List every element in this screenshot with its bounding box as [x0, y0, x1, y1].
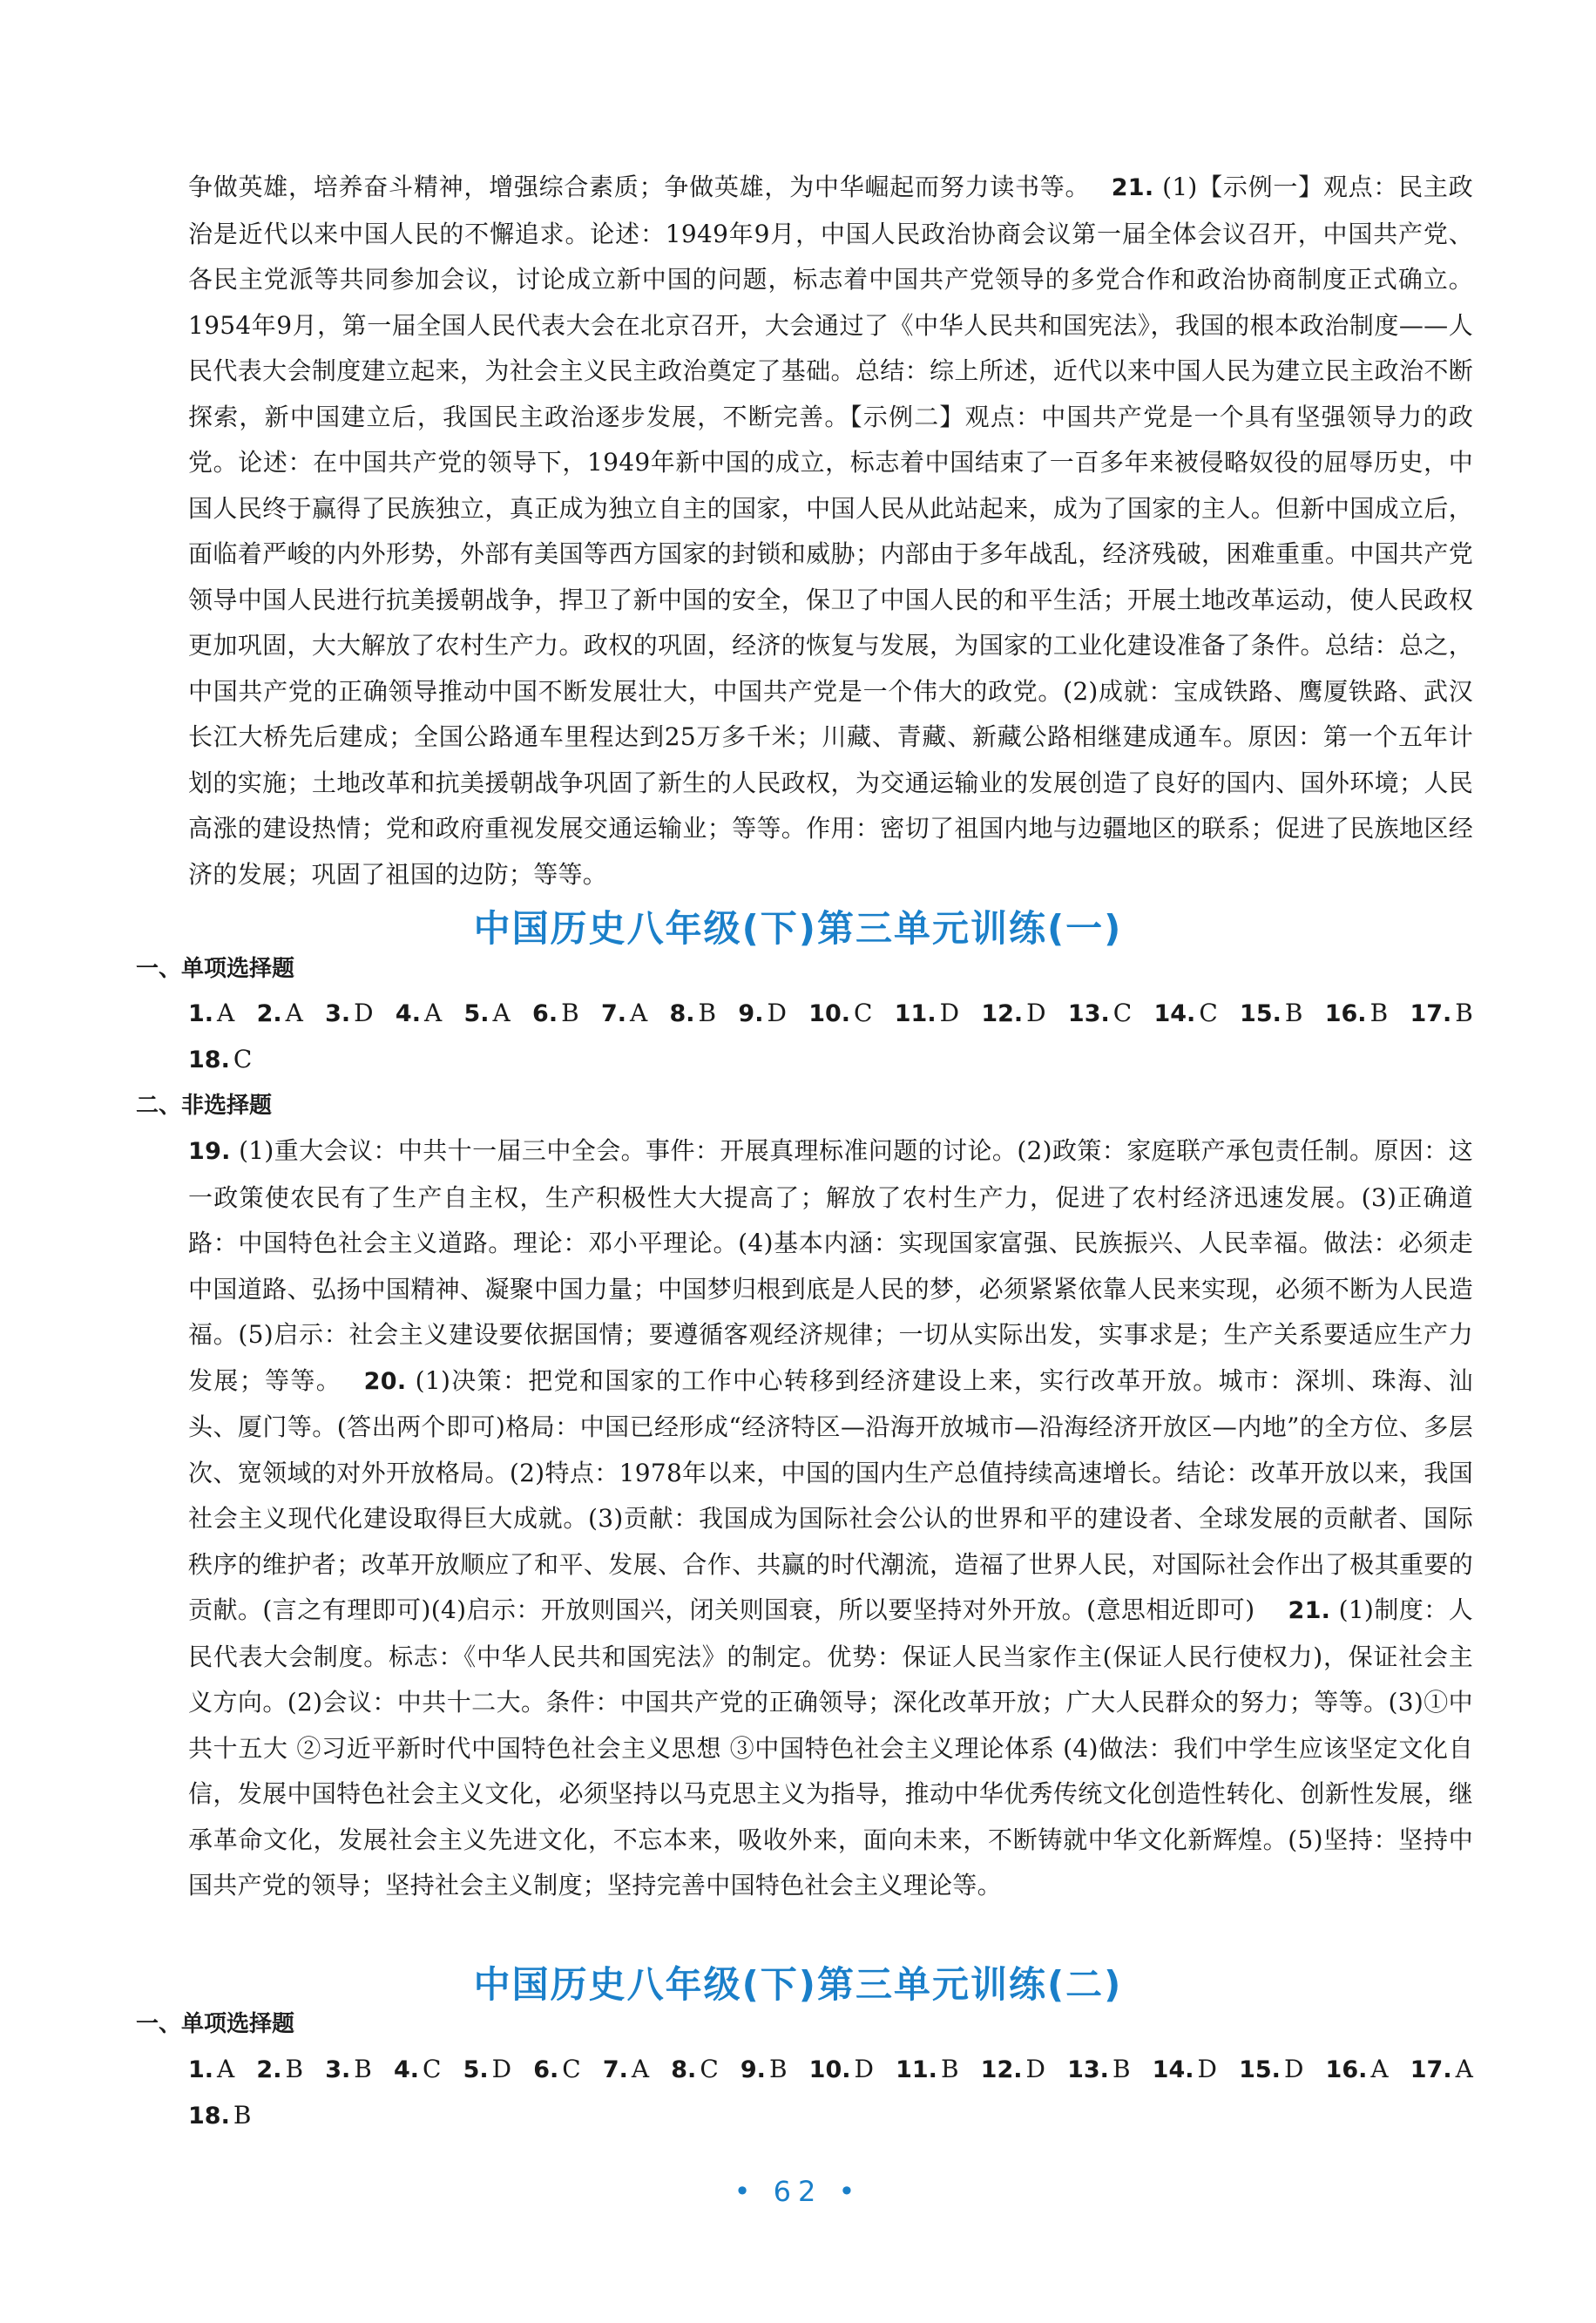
- question-number: 2.: [256, 2056, 282, 2083]
- answer-choice: A: [423, 999, 443, 1027]
- mc-answer-item: [533, 2052, 580, 2088]
- continuation-answer-block: [188, 165, 1473, 897]
- mc-answer-item: [188, 996, 234, 1032]
- section-title: 中国历史八年级(下)第三单元训练(二): [473, 1963, 1123, 2006]
- section-title: 中国历史八年级(下)第三单元训练(一): [473, 907, 1123, 950]
- page-number: • 62 •: [734, 2175, 862, 2208]
- answer-text: 争做英雄，培养奋斗精神，增强综合素质；争做英雄，为中华崛起而努力读书等。: [188, 173, 1079, 201]
- answer-choice: D: [1283, 2055, 1304, 2083]
- answer-choice: A: [629, 999, 648, 1027]
- answer-choice: B: [561, 999, 579, 1027]
- answer-choice: A: [631, 2055, 650, 2083]
- answer-choice: D: [1197, 2055, 1217, 2083]
- question-number: 12.: [981, 1000, 1024, 1027]
- mc-answer-item: [741, 2052, 788, 2088]
- mc-answer-item: [671, 2052, 718, 2088]
- question-number: 4.: [393, 2056, 419, 2083]
- multiple-choice-answer-continued: [188, 2098, 251, 2134]
- mc-answer-item: [981, 996, 1045, 1032]
- answer-text: (1)【示例一】观点：民主政治是近代以来中国人民的不懈追求。论述：1949年9月，中国人民政治协商会议第一届全体会议召开，中国共产党、各民主党派等共同参加会议，讨论成立新中国的问题，标志着中国共产党领导的多党合作和政治协商制度正式确立。1954年9月，第一届全国人民代表大会在北京召开，大会通过了《中华人民共和国宪法》，我国的根本政治制度——人民代表大会制度建立起来，为社会主义民主政治奠定了基础。总结：综上所述，近代以来中国人民为建立民主政治不断探索，新中国建立后，我国民主政治逐步发展，不断完善。【示例二】观点：中国共产党是一个具有坚强领导力的政党。论述：在中国共产党的领导下，1949年新中国的成立，标志着中国结束了一百多年来被侵略奴役的屈辱历史，中国人民终于赢得了民族独立，真正成为独立自主的国家，中国人民从此站起来，成为了国家的主人。但新中国成立后，面临着严峻的内外形势，外部有美国等西方国家的封锁和威胁；内部由于多年战乱，经济残破，困难重重。中国共产党领导中国人民进行抗美援朝战争，捍卫了新中国的安全，保卫了中国人民的和平生活；开展土地改革运动，使人民政权更加巩固，大大解放了农村生产力。政权的巩固，经济的恢复与发展，为国家的工业化建设准备了条件。总结：总之，中国共产党的正确领导推动中国不断发展壮大，中国共产党是一个伟大的政党。(2)成就：宝成铁路、鹰厦铁路、武汉长江大桥先后建成；全国公路通车里程达到25万多千米；川藏、青藏、新藏公路相继建成通车。原因：第一个五年计划的实施；土地改革和抗美援朝战争巩固了新生的人民政权，为交通运输业的发展创造了良好的国内、国外环境；人民高涨的建设热情；党和政府重视发展交通运输业；等等。作用：密切了祖国内地与边疆地区的联系；促进了民族地区经济的发展；巩固了祖国的边防；等等。: [188, 173, 1473, 889]
- answer-choice: B: [1369, 999, 1389, 1027]
- question-number: 11.: [894, 1000, 937, 1027]
- question-number: 2.: [256, 1000, 282, 1027]
- mc-answer-item: [1326, 2052, 1389, 2088]
- answer-choice: D: [1025, 2055, 1045, 2083]
- answer-choice: B: [1284, 999, 1303, 1027]
- question-number: 15.: [1240, 1000, 1282, 1027]
- question-number: 19.: [188, 1138, 231, 1165]
- question-number: 1.: [188, 1000, 214, 1027]
- mc-answer-item: [188, 2052, 234, 2088]
- mc-answer-item: [463, 2052, 512, 2088]
- multiple-choice-answers: [188, 996, 1473, 1032]
- answer-choice: D: [354, 999, 374, 1027]
- answer-choice: C: [1199, 999, 1218, 1027]
- answer-choice: D: [1026, 999, 1046, 1027]
- question-number: 10.: [808, 1000, 851, 1027]
- question-number: 4.: [395, 1000, 421, 1027]
- answer-choice: A: [217, 2055, 235, 2083]
- mc-answer-item: [532, 996, 579, 1032]
- mc-answer-item: [981, 2052, 1045, 2088]
- question-number: 3.: [325, 1000, 351, 1027]
- question-number: 21.: [1111, 174, 1154, 201]
- answer-choice: B: [1455, 999, 1473, 1027]
- multiple-choice-answer-continued: [188, 1042, 252, 1078]
- mc-answer-item: [1410, 996, 1472, 1032]
- mc-answer-item: [1410, 2052, 1473, 2088]
- multiple-choice-answers: [188, 2052, 1473, 2088]
- answer-choice: A: [1455, 2055, 1473, 2083]
- mc-answer-item: [1240, 996, 1302, 1032]
- answer-choice: C: [423, 2055, 442, 2083]
- question-number: 7.: [600, 1000, 626, 1027]
- question-number: 12.: [980, 2056, 1023, 2083]
- section-subheading: 二、非选择题: [136, 1093, 273, 1119]
- question-number: 5.: [463, 2056, 489, 2083]
- answer-choice: B: [285, 2055, 304, 2083]
- answer-choice: A: [217, 999, 235, 1027]
- mc-answer-item: [670, 996, 717, 1032]
- question-number: 11.: [896, 2056, 937, 2083]
- mc-answer-item: [1239, 2052, 1303, 2088]
- answer-text: (1)重大会议：中共十一届三中全会。事件：开展真理标准问题的讨论。(2)政策：家庭联产承包责任制。原因：这一政策使农民有了生产自主权，生产积极性大大提高了；解放了农村生产力，促进了农村经济迅速发展。(3)正确道路：中国特色社会主义道路。理论：邓小平理论。(4)基本内涵：实现国家富强、民族振兴、人民幸福。做法：必须走中国道路、弘扬中国精神、凝聚中国力量；中国梦归根到底是人民的梦，必须紧紧依靠人民来实现，必须不断为人民造福。(5)启示：社会主义建设要依据国情；要遵循客观经济规律；一切从实际出发，实事求是；生产关系要适应生产力发展；等等。: [188, 1136, 1474, 1395]
- question-number: 18.: [188, 2103, 230, 2130]
- question-number: 8.: [669, 1000, 695, 1027]
- question-number: 9.: [740, 2056, 766, 2083]
- question-number: 6.: [532, 1000, 558, 1027]
- question-number: 13.: [1067, 1000, 1110, 1027]
- non-choice-answer-block: [188, 1128, 1473, 1909]
- answer-choice: B: [940, 2055, 959, 2083]
- answer-choice: B: [698, 999, 717, 1027]
- question-number: 9.: [738, 1000, 764, 1027]
- question-number: 16.: [1324, 1000, 1367, 1027]
- question-number: 13.: [1067, 2056, 1109, 2083]
- question-number: 20.: [363, 1367, 407, 1395]
- question-number: 18.: [188, 1046, 230, 1073]
- answer-choice: A: [1370, 2055, 1389, 2083]
- question-number: 8.: [671, 2056, 697, 2083]
- mc-answer-item: [601, 996, 647, 1032]
- question-number: 14.: [1153, 1000, 1196, 1027]
- question-number: 21.: [1288, 1597, 1331, 1624]
- mc-answer-item: [895, 996, 959, 1032]
- question-number: 3.: [325, 2056, 351, 2083]
- mc-answer-item: [1068, 996, 1132, 1032]
- mc-answer-item: [325, 996, 374, 1032]
- answer-choice: B: [1112, 2055, 1131, 2083]
- mc-answer-item: [396, 996, 442, 1032]
- answer-choice: B: [354, 2055, 372, 2083]
- question-number: 1.: [188, 2056, 214, 2083]
- answer-choice: C: [700, 2055, 719, 2083]
- answer-choice: C: [854, 999, 873, 1027]
- answer-choice: B: [768, 2055, 788, 2083]
- answer-choice: D: [854, 2055, 874, 2083]
- mc-answer-item: [808, 996, 872, 1032]
- answer-choice: D: [939, 999, 960, 1027]
- answer-choice: B: [233, 2101, 252, 2130]
- mc-answer-item: [1153, 996, 1217, 1032]
- question-number: 5.: [463, 1000, 490, 1027]
- question-number: 17.: [1410, 1000, 1452, 1027]
- mc-answer-item: [256, 2052, 303, 2088]
- mc-answer-item: [896, 2052, 958, 2088]
- mc-answer-item: [257, 996, 303, 1032]
- mc-answer-item: [1153, 2052, 1217, 2088]
- mc-answer-item: [1067, 2052, 1130, 2088]
- answer-choice: C: [233, 1045, 253, 1073]
- answer-text: (1)制度：人民代表大会制度。标志：《中华人民共和国宪法》的制定。优势：保证人民当家作主(保证人民行使权力)，保证社会主义方向。(2)会议：中共十二大。条件：中国共产党的正确领导；深化改革开放；广大人民群众的努力；等等。(3)①中共十五大 ②习近平新时代中国特色社会主义思想 ③中国特色社会主义理论体系 (4)做法：我们中学生应该坚定文化自信，发展中国特色社会主义文化，必须坚持以马克思主义为指导，推动中华优秀传统文化创造性转化、创新性发展，继承革命文化，发展社会主义先进文化，不忘本来，吸收外来，面向未来，不断铸就中华文化新辉煌。(5)坚持：坚持中国共产党的领导；坚持社会主义制度；坚持完善中国特色社会主义理论等。: [188, 1595, 1474, 1900]
- mc-answer-item: [809, 2052, 874, 2088]
- mc-answer-item: [463, 996, 510, 1032]
- mc-answer-item: [394, 2052, 441, 2088]
- answer-text: (1)决策：把党和国家的工作中心转移到经济建设上来，实行改革开放。城市：深圳、珠海、汕头、厦门等。(答出两个即可)格局：中国已经形成“经济特区—沿海开放城市—沿海经济开放区—内地”的全方位、多层次、宽领域的对外开放格局。(2)特点：1978年以来，中国的国内生产总值持续高速增长。结论：改革开放以来，我国社会主义现代化建设取得巨大成就。(3)贡献：我国成为国际社会公认的世界和平的建设者、全球发展的贡献者、国际秩序的维护者；改革开放顺应了和平、发展、合作、共赢的时代潮流，造福了世界人民，对国际社会作出了极其重要的贡献。(言之有理即可)(4)启示：开放则国兴，闭关则国衰，所以要坚持对外开放。(意思相近即可): [188, 1365, 1473, 1624]
- answer-choice: D: [767, 999, 787, 1027]
- answer-choice: C: [562, 2055, 581, 2083]
- question-number: 15.: [1239, 2056, 1281, 2083]
- question-number: 17.: [1410, 2056, 1452, 2083]
- mc-answer-item: [603, 2052, 649, 2088]
- question-number: 16.: [1325, 2056, 1368, 2083]
- mc-answer-item: [325, 2052, 372, 2088]
- question-number: 10.: [808, 2056, 851, 2083]
- answer-choice: A: [492, 999, 511, 1027]
- answer-choice: A: [285, 999, 303, 1027]
- answer-choice: D: [491, 2055, 512, 2083]
- question-number: 7.: [602, 2056, 628, 2083]
- mc-answer-item: [738, 996, 787, 1032]
- question-number: 6.: [533, 2056, 559, 2083]
- section-subheading: 一、单项选择题: [136, 956, 295, 982]
- section-subheading: 一、单项选择题: [136, 2011, 295, 2037]
- question-number: 14.: [1152, 2056, 1194, 2083]
- answer-choice: C: [1112, 999, 1133, 1027]
- mc-answer-item: [1325, 996, 1388, 1032]
